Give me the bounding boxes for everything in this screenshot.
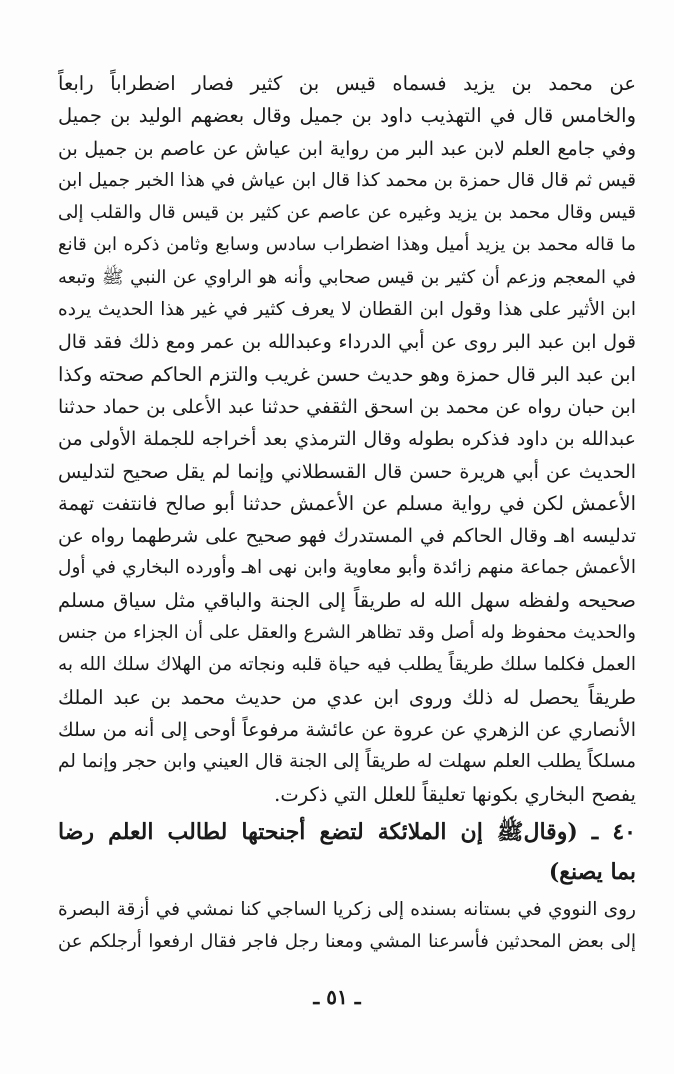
text-line: ابن عبد البر قال حمزة وهو حديث حسن غريب والتزم الحاكم صحته وكذا bbox=[58, 362, 636, 386]
text-line: عبدالله بن داود فذكره بطوله وقال الترمذي بعد أخراجه للجملة الأولى من bbox=[58, 428, 636, 451]
text-line: قيس ثم قال قال حمزة بن محمد كذا قال ابن عياش في هذا الخبر جميل ابن bbox=[58, 169, 636, 191]
heading-line: بما يصنع) bbox=[548, 859, 636, 885]
text-line: العمل فكلما سلك طريقاً يطلب فيه حياة قلبه ونجاته من الهلاك سلك الله به bbox=[58, 654, 636, 676]
text-line: الأنصاري عن الزهري عن عروة عن عائشة مرفوعاً أوحى إلى أنه من سلك bbox=[58, 718, 636, 741]
text-line: يفصح البخاري بكونها تعليقاً للعلل التي ذكرت. bbox=[274, 782, 636, 806]
heading-line: ٤٠ ـ (وقالﷺ إن الملائكة لتضع أجنحتها لطالب العلم رضا bbox=[58, 819, 636, 845]
text-line: مسلكاً يطلب العلم سهلت له طريقاً إلى الجنة قال العيني وابن حجر وإنما لم bbox=[58, 751, 636, 773]
text-line: الأعمش لكن في رواية مسلم عن الأعمش حدثنا أبو صالح فانتفت تهمة bbox=[58, 491, 636, 515]
text-line: في المعجم وزعم أن كثير بن قيس صحابي وأنه هو الراوي عن النبي ﷺ وتبعه bbox=[58, 266, 636, 288]
text-line: الأعمش جماعة منهم زائدة وأبو معاوية وابن نهى اهـ وأورده البخاري في أول bbox=[58, 557, 636, 579]
text-line: الحديث عن أبي هريرة حسن قال القسطلاني وإنما لم يقل صحيح لتدليس bbox=[58, 460, 636, 483]
text-line: طريقاً يحصل له ذلك وروى ابن عدي من حديث محمد بن عبد الملك bbox=[58, 685, 636, 709]
body-text-top bbox=[58, 68, 636, 811]
text-line: إلى بعض المحدثين فأسرعنا المشي ومعنا رجل فاجر فقال ارفعوا أرجلكم عن bbox=[58, 931, 636, 953]
text-line: ما قاله محمد بن يزيد أميل وهذا اضطراب سادس وسابع وثامن ذكره ابن قانع bbox=[58, 234, 636, 256]
page-number: ـ ٥١ ـ bbox=[313, 985, 361, 1009]
text-line: عن محمد بن يزيد فسماه قيس بن كثير فصار اضطراباً رابعاً bbox=[58, 72, 636, 95]
text-line: وفي جامع العلم لابن عبد البر من رواية ابن عياش عن عاصم بن جميل بن bbox=[58, 137, 636, 160]
hadith-heading bbox=[58, 812, 636, 892]
text-line: قيس وقال محمد بن يزيد وغيره عن عاصم عن كثير بن قيس قال والقلب إلى bbox=[58, 202, 636, 224]
text-line: قول ابن عبد البر روى عن أبي الدرداء وعبدالله بن عمر ومع ذلك فقد قال bbox=[58, 331, 636, 354]
body-text-bottom bbox=[58, 894, 636, 959]
text-line: صحيحه ولفظه سهل الله له طريقاً إلى الجنة والباقي مثل سياق مسلم bbox=[58, 588, 636, 612]
text-line: والخامس قال في التهذيب داود بن جميل وقال بعضهم الوليد بن جميل bbox=[58, 104, 636, 128]
text-line: روى النووي في بستانه بسنده إلى زكريا الساجي كنا نمشي في أزقة البصرة bbox=[58, 899, 636, 920]
text-line: والحديث محفوظ وله أصل وقد تظاهر الشرع والعقل على أن الجزاء من جنس bbox=[58, 622, 636, 644]
text-line: تدليسه اهـ وقال الحاكم في المستدرك فهو صحيح على شرطهما رواه عن bbox=[58, 525, 636, 548]
text-line: ابن حبان رواه عن محمد بن اسحق الثقفي حدثنا عبد الأعلى بن حماد حدثنا bbox=[58, 395, 636, 418]
text-line: ابن الأثير على هذا وقول ابن القطان لا يعرف كثير في غير هذا الحديث يرده bbox=[58, 299, 636, 321]
